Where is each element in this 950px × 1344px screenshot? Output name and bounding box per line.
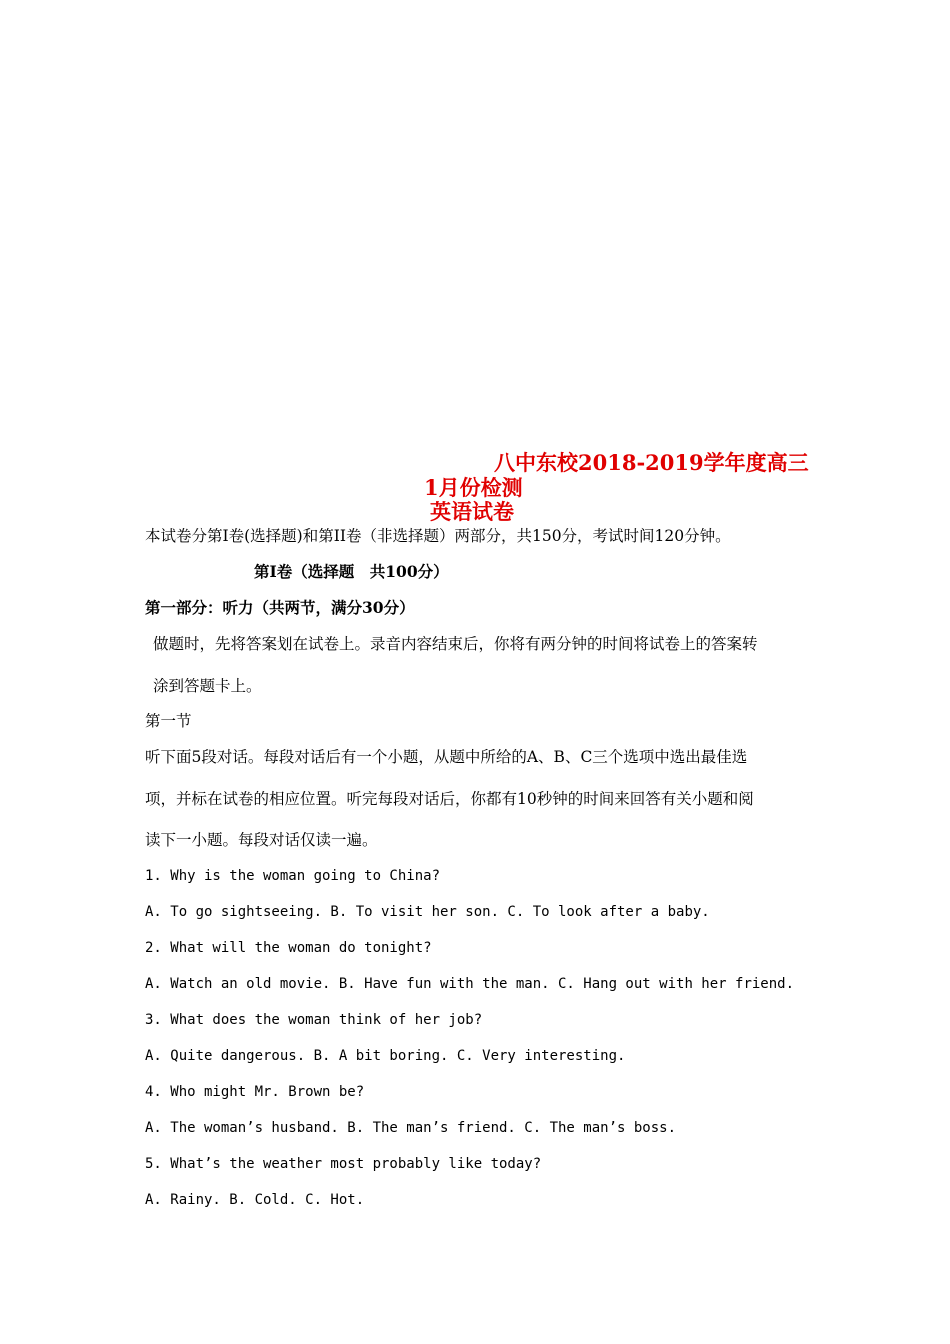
question-3-options: A. Quite dangerous. B. A bit boring. C. Very interesting. bbox=[145, 1048, 626, 1064]
section-instructions-line-3: 读下一小题。每段对话仅读一遍。 bbox=[145, 831, 378, 849]
section-instructions-line-2: 项，并标在试卷的相应位置。听完每段对话后，你都有10秒钟的时间来回答有关小题和阅 bbox=[145, 790, 754, 808]
exam-title-line-1: 八中东校2018-2019学年度高三 bbox=[494, 450, 809, 475]
question-4-options: A. The woman’s husband. B. The man’s friend. C. The man’s boss. bbox=[145, 1120, 677, 1136]
question-1-options: A. To go sightseeing. B. To visit her son. C. To look after a baby. bbox=[145, 904, 710, 920]
part-heading: 第一部分：听力（共两节，满分30分） bbox=[145, 598, 415, 617]
question-2: 2. What will the woman do tonight? bbox=[145, 940, 432, 956]
question-4: 4. Who might Mr. Brown be? bbox=[145, 1084, 365, 1100]
question-2-options: A. Watch an old movie. B. Have fun with the man. C. Hang out with her friend. bbox=[145, 976, 795, 992]
instructions-line-2: 涂到答题卡上。 bbox=[153, 677, 262, 695]
question-3: 3. What does the woman think of her job? bbox=[145, 1012, 483, 1028]
volume-heading: 第Ⅰ卷（选择题 共100分） bbox=[254, 562, 449, 581]
question-1: 1. Why is the woman going to China? bbox=[145, 868, 441, 884]
section-label: 第一节 bbox=[145, 712, 192, 730]
question-5-options: A. Rainy. B. Cold. C. Hot. bbox=[145, 1192, 365, 1208]
question-5: 5. What’s the weather most probably like today? bbox=[145, 1156, 542, 1172]
exam-title-line-3: 英语试卷 bbox=[430, 499, 514, 524]
exam-title-line-2: 1月份检测 bbox=[424, 475, 523, 500]
section-instructions-line-1: 听下面5段对话。每段对话后有一个小题，从题中所给的A、B、C三个选项中选出最佳选 bbox=[145, 748, 748, 766]
instructions-line-1: 做题时，先将答案划在试卷上。录音内容结束后，你将有两分钟的时间将试卷上的答案转 bbox=[153, 635, 758, 653]
exam-intro: 本试卷分第Ⅰ卷(选择题)和第II卷（非选择题）两部分，共150分，考试时间120分钟。 bbox=[145, 527, 731, 545]
